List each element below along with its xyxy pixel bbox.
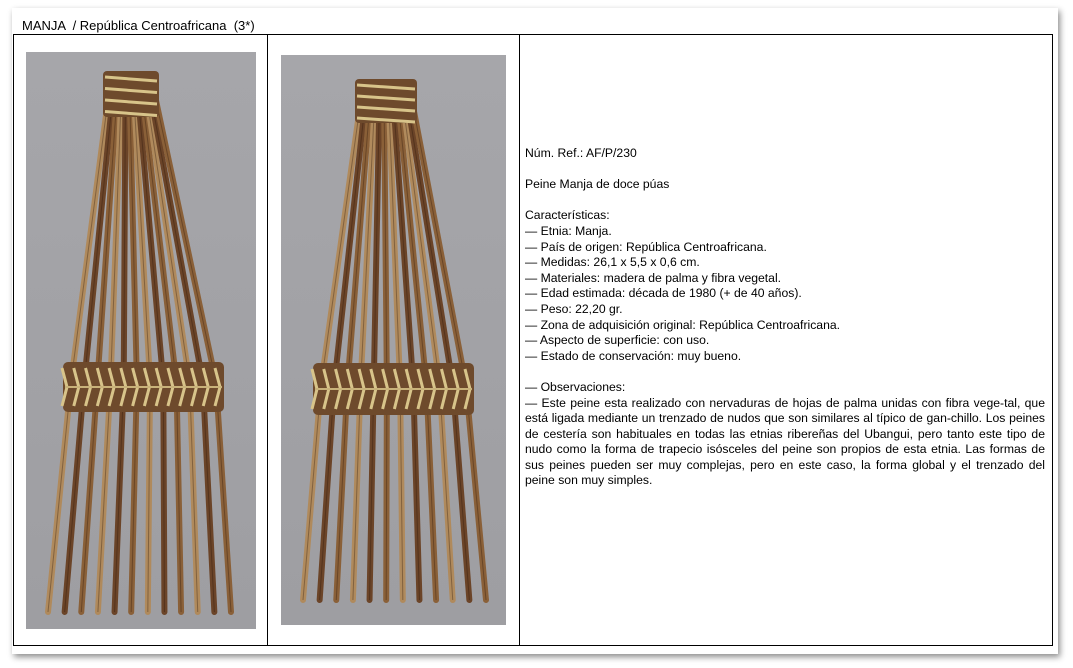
comb-back-illustration [281,55,506,625]
column-divider [519,35,520,645]
comb-front-illustration [26,52,256,629]
observations-text: — Este peine esta realizado con nervaduras de hojas de palma unidas con fibra vege-tal, que está ligada mediante un trenzado de nudos que son similares al típico de gan-chillo. Los peines de cestería son habituales en todas las etnias ribereñas del Ubangui, pero tanto este tipo de nudo como la forma de trapecio isósceles del peine son propios de esta etnia. Las formas de sus peines pueden ser muy complejas, pero en este caso, la forma global y el trenzado del peine son muy simples. [525,395,1045,488]
feature-item: — Zona de adquisición original: República Centroafricana. [525,317,841,332]
feature-item: — Peso: 22,20 gr. [525,301,623,316]
document-page [12,8,1058,654]
feature-item: — Estado de conservación: muy bueno. [525,348,742,363]
feature-item: — País de origen: República Centroafricana. [525,239,767,254]
object-title: Peine Manja de doce púas [525,177,670,192]
features-heading: Características: [525,208,610,223]
page-title: MANJA / República Centroafricana (3*) [22,18,255,33]
object-description [525,146,1045,489]
comb-photo-front [26,52,256,629]
feature-item: — Aspecto de superficie: con uso. [525,333,710,348]
feature-item: — Materiales: madera de palma y fibra vegetal. [525,270,782,285]
reference-number: Núm. Ref.: AF/P/230 [525,146,637,160]
feature-item: — Edad estimada: década de 1980 (+ de 40 años). [525,286,802,301]
observations-heading: — Observaciones: [525,379,626,394]
feature-item: — Etnia: Manja. [525,223,612,238]
feature-item: — Medidas: 26,1 x 5,5 x 0,6 cm. [525,255,700,270]
features-list [525,224,1045,364]
comb-photo-back [281,55,506,625]
column-divider [267,35,268,645]
